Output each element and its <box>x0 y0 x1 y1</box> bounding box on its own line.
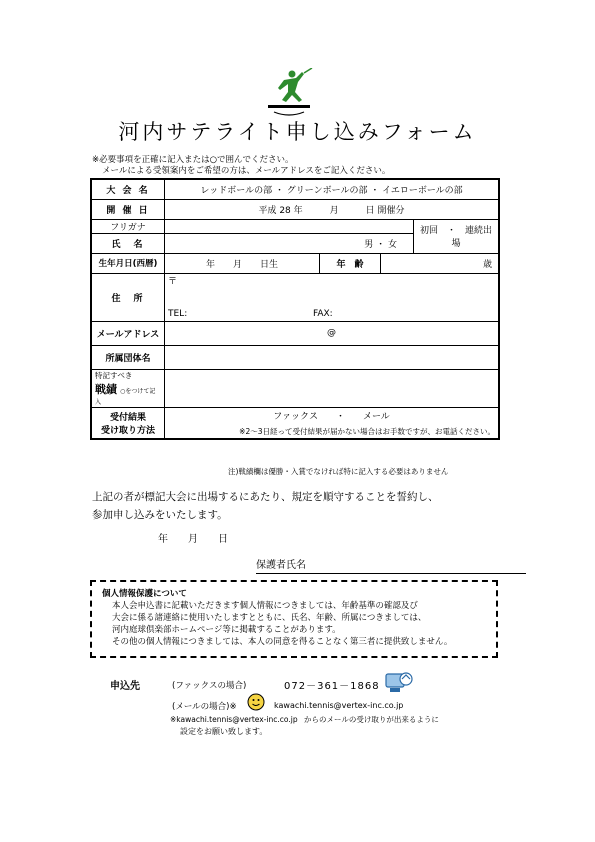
mail-note-text: からのメールの受け取りが出来るように <box>303 715 439 724</box>
date-field[interactable]: 平成 28 年 月 日 開催分 <box>165 199 500 219</box>
address-field[interactable] <box>165 273 500 321</box>
receipt-label-line2: 受け取り方法 <box>100 425 155 436</box>
instruction-note-1: ※必要事項を正確に記入または○で囲んでください。 <box>92 155 294 165</box>
date-label: 開 催 日 <box>91 199 165 219</box>
tournament-options[interactable]: レッドボールの部 ・ グリーンボールの部 ・ イエローボールの部 <box>165 179 500 199</box>
address-label: 住 所 <box>91 273 165 321</box>
record-label-line1: 特記すべき <box>95 370 133 380</box>
record-label-main: 戦績 <box>95 382 117 396</box>
gender-field[interactable]: 男 ・ 女 <box>165 233 414 253</box>
guardian-name-field[interactable] <box>256 556 526 574</box>
age-field[interactable]: 歳 <box>381 253 500 273</box>
club-label: 所属団体名 <box>91 345 165 369</box>
privacy-notice <box>90 580 498 658</box>
mail-note-address: ※kawachi.tennis@vertex-inc.co.jp <box>170 715 298 724</box>
tel-label: TEL: <box>168 308 188 319</box>
tennis-player-logo-icon <box>262 68 316 118</box>
pledge-date: 年 月 日 <box>158 534 228 545</box>
privacy-line-1: 本人会申込書に記載いただきます個人情報につきましては、年齢基準の確認及び <box>112 601 418 611</box>
tournament-label: 大 会 名 <box>91 179 165 199</box>
email-label: メールアドレス <box>91 321 165 345</box>
mail-note-line-1 <box>170 714 439 725</box>
instruction-note-2: メールによる受領案内をご希望の方は、メールアドレスをご記入ください。 <box>102 166 391 176</box>
privacy-line-4: その他の個人情報につきましては、本人の同意を得ることなく第三者に提供致しません。 <box>112 637 453 647</box>
receipt-label-line1: 受付結果 <box>109 412 146 423</box>
mail-address: kawachi.tennis@vertex-inc.co.jp <box>274 701 404 710</box>
receipt-label <box>91 407 165 439</box>
guardian-name-label: 保護者氏名 <box>256 560 306 571</box>
email-field[interactable]: @ <box>165 321 500 345</box>
application-form-table <box>90 178 500 440</box>
mail-case-label: (メールの場合)※ <box>172 702 237 712</box>
furigana-label: フリガナ <box>91 219 165 233</box>
club-field[interactable] <box>165 345 500 369</box>
fax-label: FAX: <box>313 308 333 319</box>
pledge-line-2: 参加申し込みをいたします。 <box>92 509 228 521</box>
pledge-line-1: 上記の者が標記大会に出場するにあたり、規定を順守することを誓約し、 <box>92 491 439 503</box>
name-label: 氏 名 <box>91 233 165 253</box>
page-title: 河内サテライト申し込みフォーム <box>118 120 477 144</box>
privacy-line-2: 大会に係る諸連絡に使用いたしますとともに、氏名、年齢、所属につきましては、 <box>112 613 427 623</box>
record-footnote: 注)戦績欄は優勝・入賞でなければ特に記入する必要はありません <box>228 467 449 476</box>
privacy-heading: 個人情報保護について <box>102 589 187 599</box>
entry-type-field[interactable]: 初回 ・ 連続出場 <box>414 219 500 253</box>
record-label <box>91 369 165 407</box>
receipt-method-options[interactable]: ファックス ・ メール <box>273 411 390 422</box>
computer-mail-icon <box>384 670 414 696</box>
smiley-envelope-icon <box>246 692 268 712</box>
receipt-method-field[interactable] <box>165 407 500 439</box>
fax-case-label: (ファックスの場合) <box>172 681 247 691</box>
mail-note-line-2: 設定をお願い致します。 <box>180 727 268 736</box>
postal-mark: 〒 <box>168 276 178 287</box>
fax-number: 072－361－1868 <box>284 681 380 692</box>
birthdate-label: 生年月日(西暦) <box>91 253 165 273</box>
record-label-hint: ○をつけて記入 <box>95 387 156 406</box>
record-field[interactable] <box>165 369 500 407</box>
birthdate-field[interactable]: 年 月 日生 <box>165 253 320 273</box>
apply-label: 申込先 <box>110 681 140 692</box>
furigana-field[interactable] <box>165 219 414 233</box>
age-label: 年 齢 <box>320 253 381 273</box>
receipt-note: ※2～3日経って受付結果が届かない場合はお手数ですが、お電話ください。 <box>239 426 495 436</box>
privacy-line-3: 河内庭球倶楽部ホームページ等に掲載することがあります。 <box>112 625 341 635</box>
